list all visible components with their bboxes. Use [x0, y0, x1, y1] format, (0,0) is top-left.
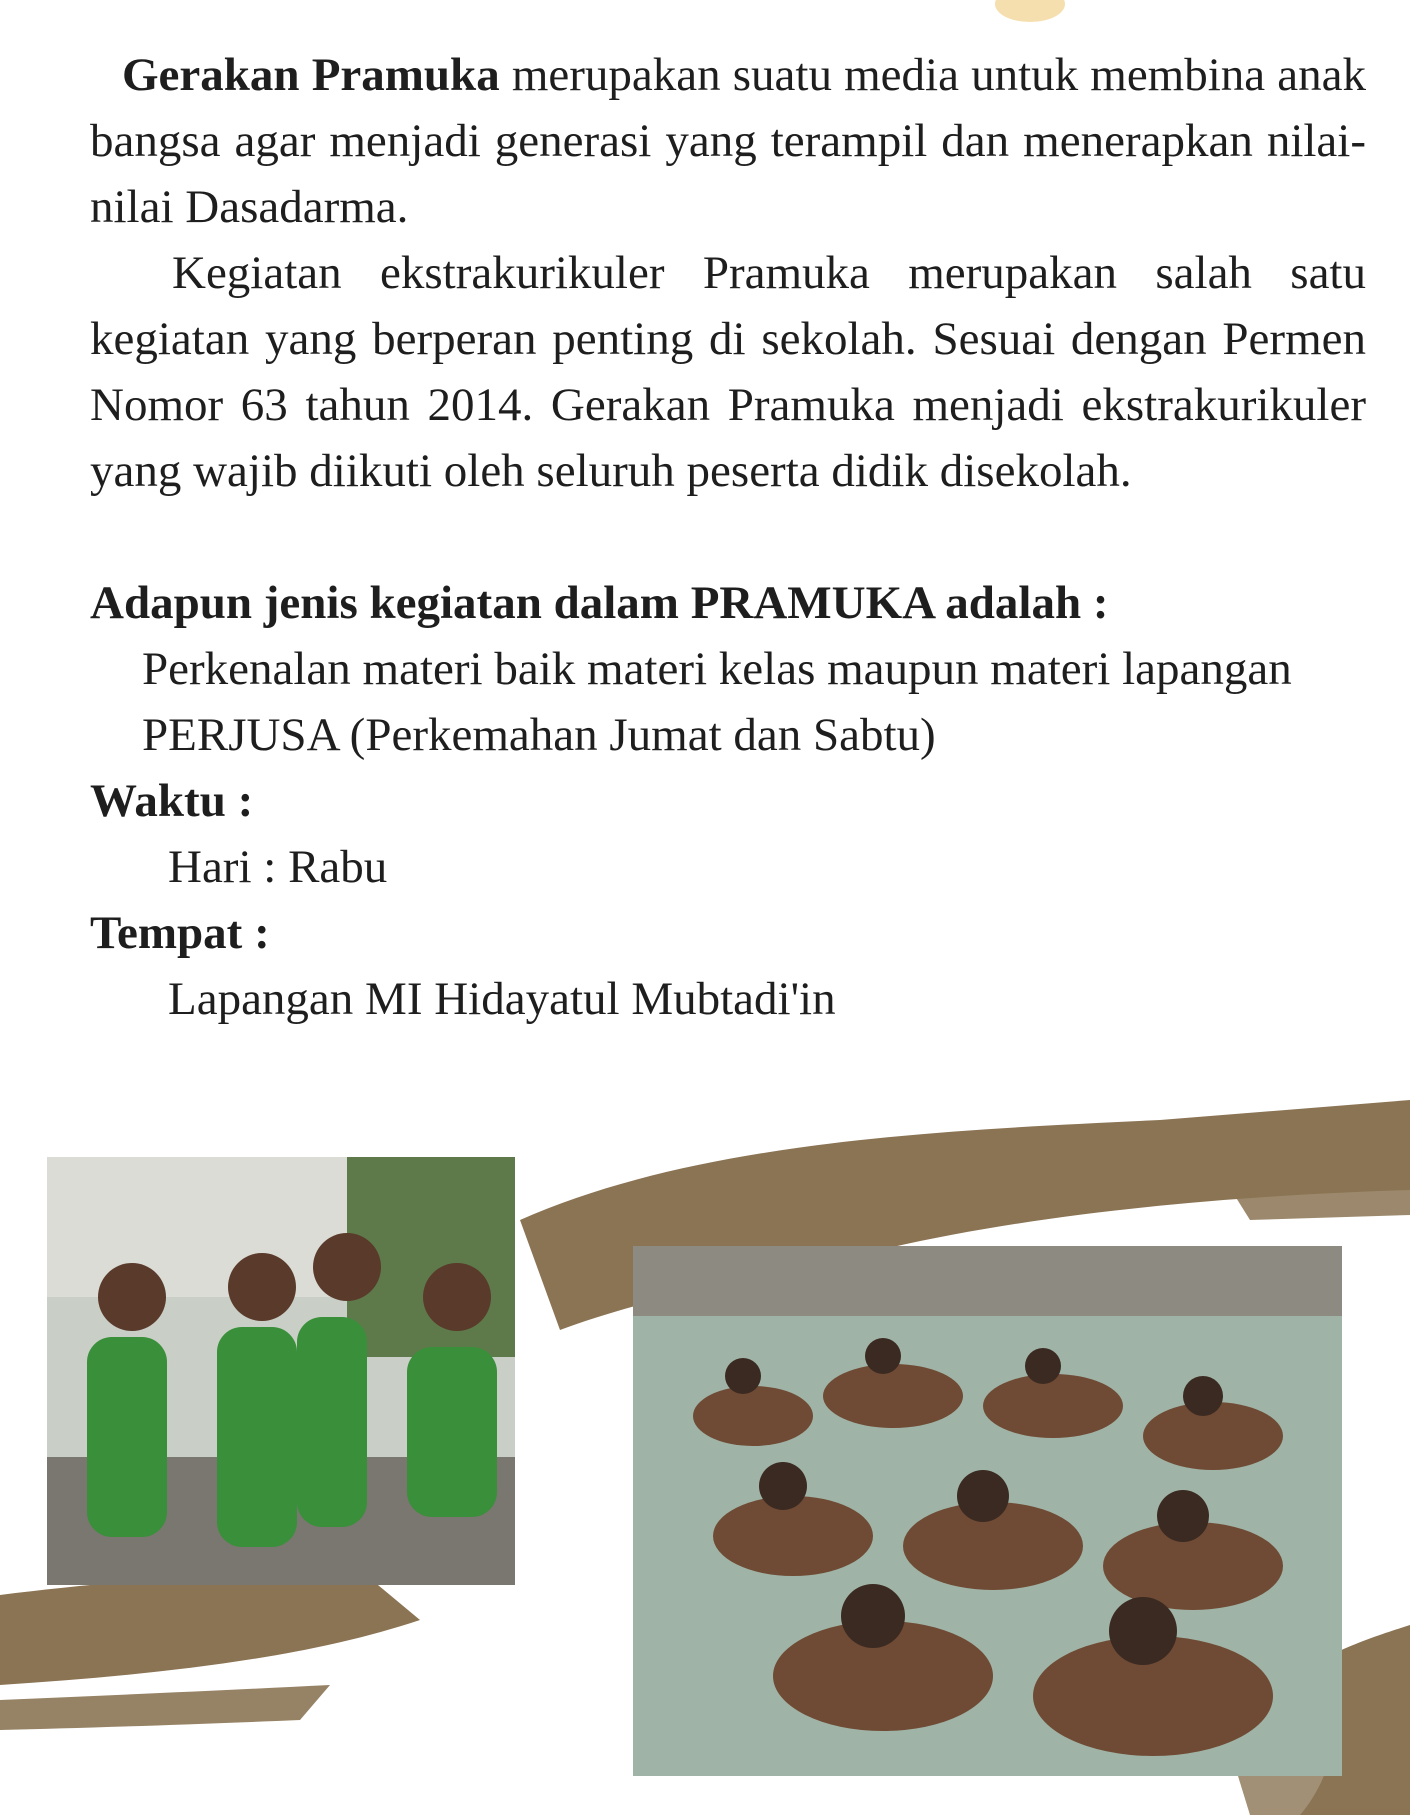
place-label: Tempat :: [90, 907, 270, 959]
paragraph-2: Kegiatan ekstrakurikuler Pramuka merupakan salah satu kegiatan yang berperan penting di sekolah. Sesuai dengan Permen Nomor 63 tahun 2014. Gerakan Pramuka menjadi ekstrakurikuler yang wajib diikuti oleh seluruh peserta didik disekolah.: [90, 247, 1366, 497]
activity-item-1: Perkenalan materi baik materi kelas maupun materi lapangan: [142, 643, 1292, 695]
activities-heading: Adapun jenis kegiatan dalam PRAMUKA adalah :: [90, 577, 1109, 629]
intro-bold-lead: Gerakan Pramuka: [122, 49, 500, 101]
time-label: Waktu :: [90, 775, 254, 827]
time-value: Hari : Rabu: [168, 841, 388, 893]
intro-paragraph: [90, 42, 1366, 240]
photo-scouts-seated: [633, 1246, 1342, 1776]
intro-rest: merupakan suatu media untuk membina anak bangsa agar menjadi generasi yang terampil dan menerapkan nilai-nilai Dasadarma.: [90, 49, 1367, 233]
main-text: [90, 42, 1366, 1032]
decorative-dot: [995, 0, 1065, 22]
photo-scouts-activity: [47, 1157, 515, 1585]
activity-item-2: PERJUSA (Perkemahan Jumat dan Sabtu): [142, 709, 936, 761]
place-value: Lapangan MI Hidayatul Mubtadi'in: [168, 973, 836, 1025]
